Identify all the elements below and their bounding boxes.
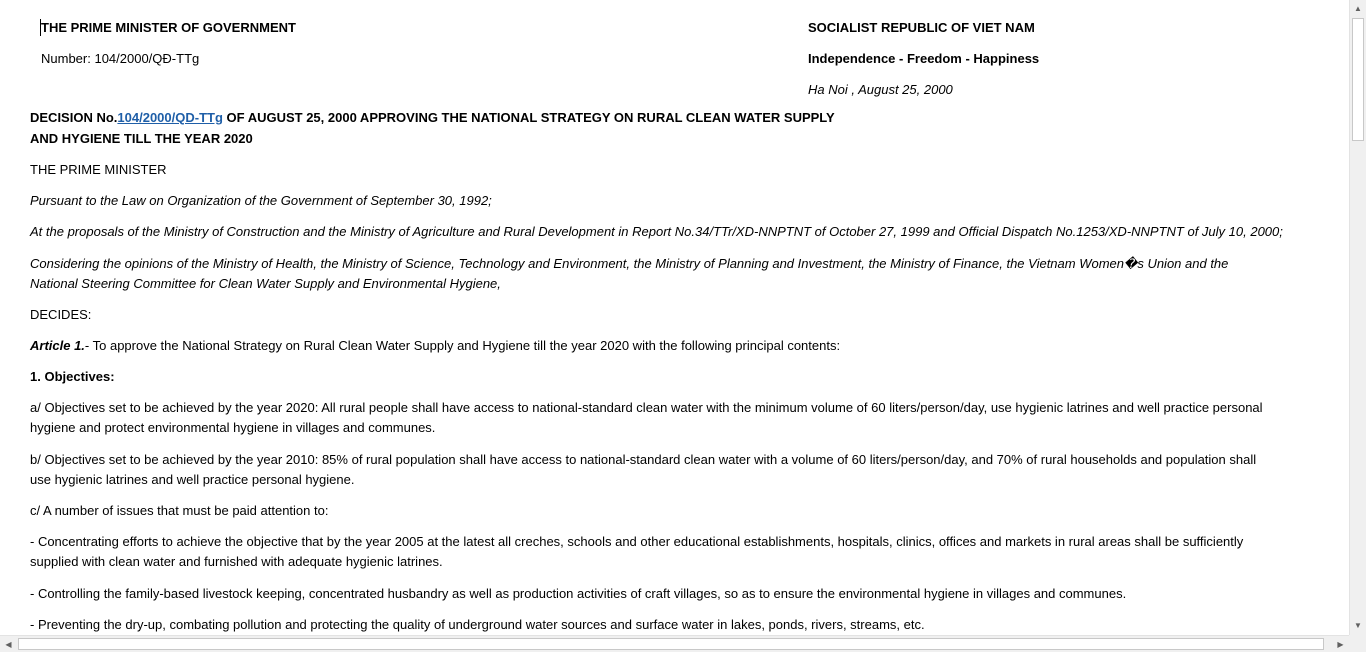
objective-b-line2: use hygienic latrines and well practice personal hygiene.: [30, 472, 355, 487]
scroll-down-icon[interactable]: ▼: [1354, 621, 1362, 630]
objective-c: c/ A number of issues that must be paid attention to:: [30, 503, 329, 518]
issue-1-line1: - Concentrating efforts to achieve the objective that by the year 2005 at the latest all creches, schools and other educational establishments, hospitals, clinics, offices and markets in rural areas shall be sufficiently: [30, 534, 1244, 549]
title-prefix: DECISION No.: [30, 110, 118, 125]
proposals-clause: At the proposals of the Ministry of Construction and the Ministry of Agriculture and Rural Development in Report No.34/TTr/XD-NNPTNT of October 27, 1999 and Official Dispatch No.1253/XD-NNPTNT of July 10, 2000;: [30, 224, 1283, 239]
document-number: Number: 104/2000/QĐ-TTg: [41, 51, 200, 66]
scroll-left-icon[interactable]: ◀: [5, 639, 12, 649]
decision-title-line2: AND HYGIENE TILL THE YEAR 2020: [30, 131, 253, 146]
scroll-up-icon[interactable]: ▲: [1354, 4, 1362, 13]
issue-2: - Controlling the family-based livestock keeping, concentrated husbandry as well as production activities of craft villages, so as to ensure the environmental hygiene in villages and communes.: [30, 586, 1127, 601]
considering-clause-line1: Considering the opinions of the Ministry of Health, the Ministry of Science, Technology and Environment, the Ministry of Planning and Investment, the Ministry of Finance, the Vietnam Women�s Union and the: [30, 256, 1229, 271]
issuer-heading: THE PRIME MINISTER OF GOVERNMENT: [41, 20, 296, 35]
objectives-heading: 1. Objectives:: [30, 369, 115, 384]
article-1-text: - To approve the National Strategy on Rural Clean Water Supply and Hygiene till the year 2020 with the following principal contents:: [84, 338, 841, 353]
authority-heading: THE PRIME MINISTER: [30, 162, 167, 177]
national-motto: Independence - Freedom - Happiness: [808, 51, 1040, 66]
objective-a-line2: hygiene and protect environmental hygiene in villages and communes.: [30, 420, 436, 435]
vertical-scroll-thumb[interactable]: [1352, 18, 1364, 141]
horizontal-scroll-thumb[interactable]: [18, 638, 1324, 650]
place-date: Ha Noi , August 25, 2000: [808, 82, 953, 97]
scroll-right-icon[interactable]: ▶: [1337, 639, 1344, 649]
objective-b-line1: b/ Objectives set to be achieved by the year 2010: 85% of rural population shall have access to national-standard clean water with a volume of 60 liters/person/day, and 70% of rural households and population shall: [30, 452, 1257, 467]
considering-clause-line2: National Steering Committee for Clean Water Supply and Environmental Hygiene,: [30, 276, 501, 291]
decision-number-link[interactable]: 104/2000/QD-TTg: [117, 110, 223, 125]
decides-heading: DECIDES:: [30, 307, 92, 322]
title-rest: OF AUGUST 25, 2000 APPROVING THE NATIONAL STRATEGY ON RURAL CLEAN WATER SUPPLY: [222, 110, 835, 125]
country-heading: SOCIALIST REPUBLIC OF VIET NAM: [808, 20, 1035, 35]
pursuant-clause: Pursuant to the Law on Organization of the Government of September 30, 1992;: [30, 193, 492, 208]
issue-3: - Preventing the dry-up, combating pollution and protecting the quality of underground water sources and surface water in lakes, ponds, rivers, streams, etc.: [30, 617, 925, 632]
article-1-label: Article 1.: [30, 338, 85, 353]
scrollbar-corner: [1349, 635, 1366, 652]
decision-title: [30, 108, 835, 128]
horizontal-scrollbar[interactable]: [0, 635, 1349, 652]
article-1: [30, 336, 840, 356]
issue-1-line2: supplied with clean water and furnished with adequate hygienic latrines.: [30, 554, 443, 569]
vertical-scrollbar[interactable]: [1349, 0, 1366, 635]
objective-a-line1: a/ Objectives set to be achieved by the year 2020: All rural people shall have access to national-standard clean water with the minimum volume of 60 liters/person/day, use hygienic latrines and well practice personal: [30, 400, 1263, 415]
